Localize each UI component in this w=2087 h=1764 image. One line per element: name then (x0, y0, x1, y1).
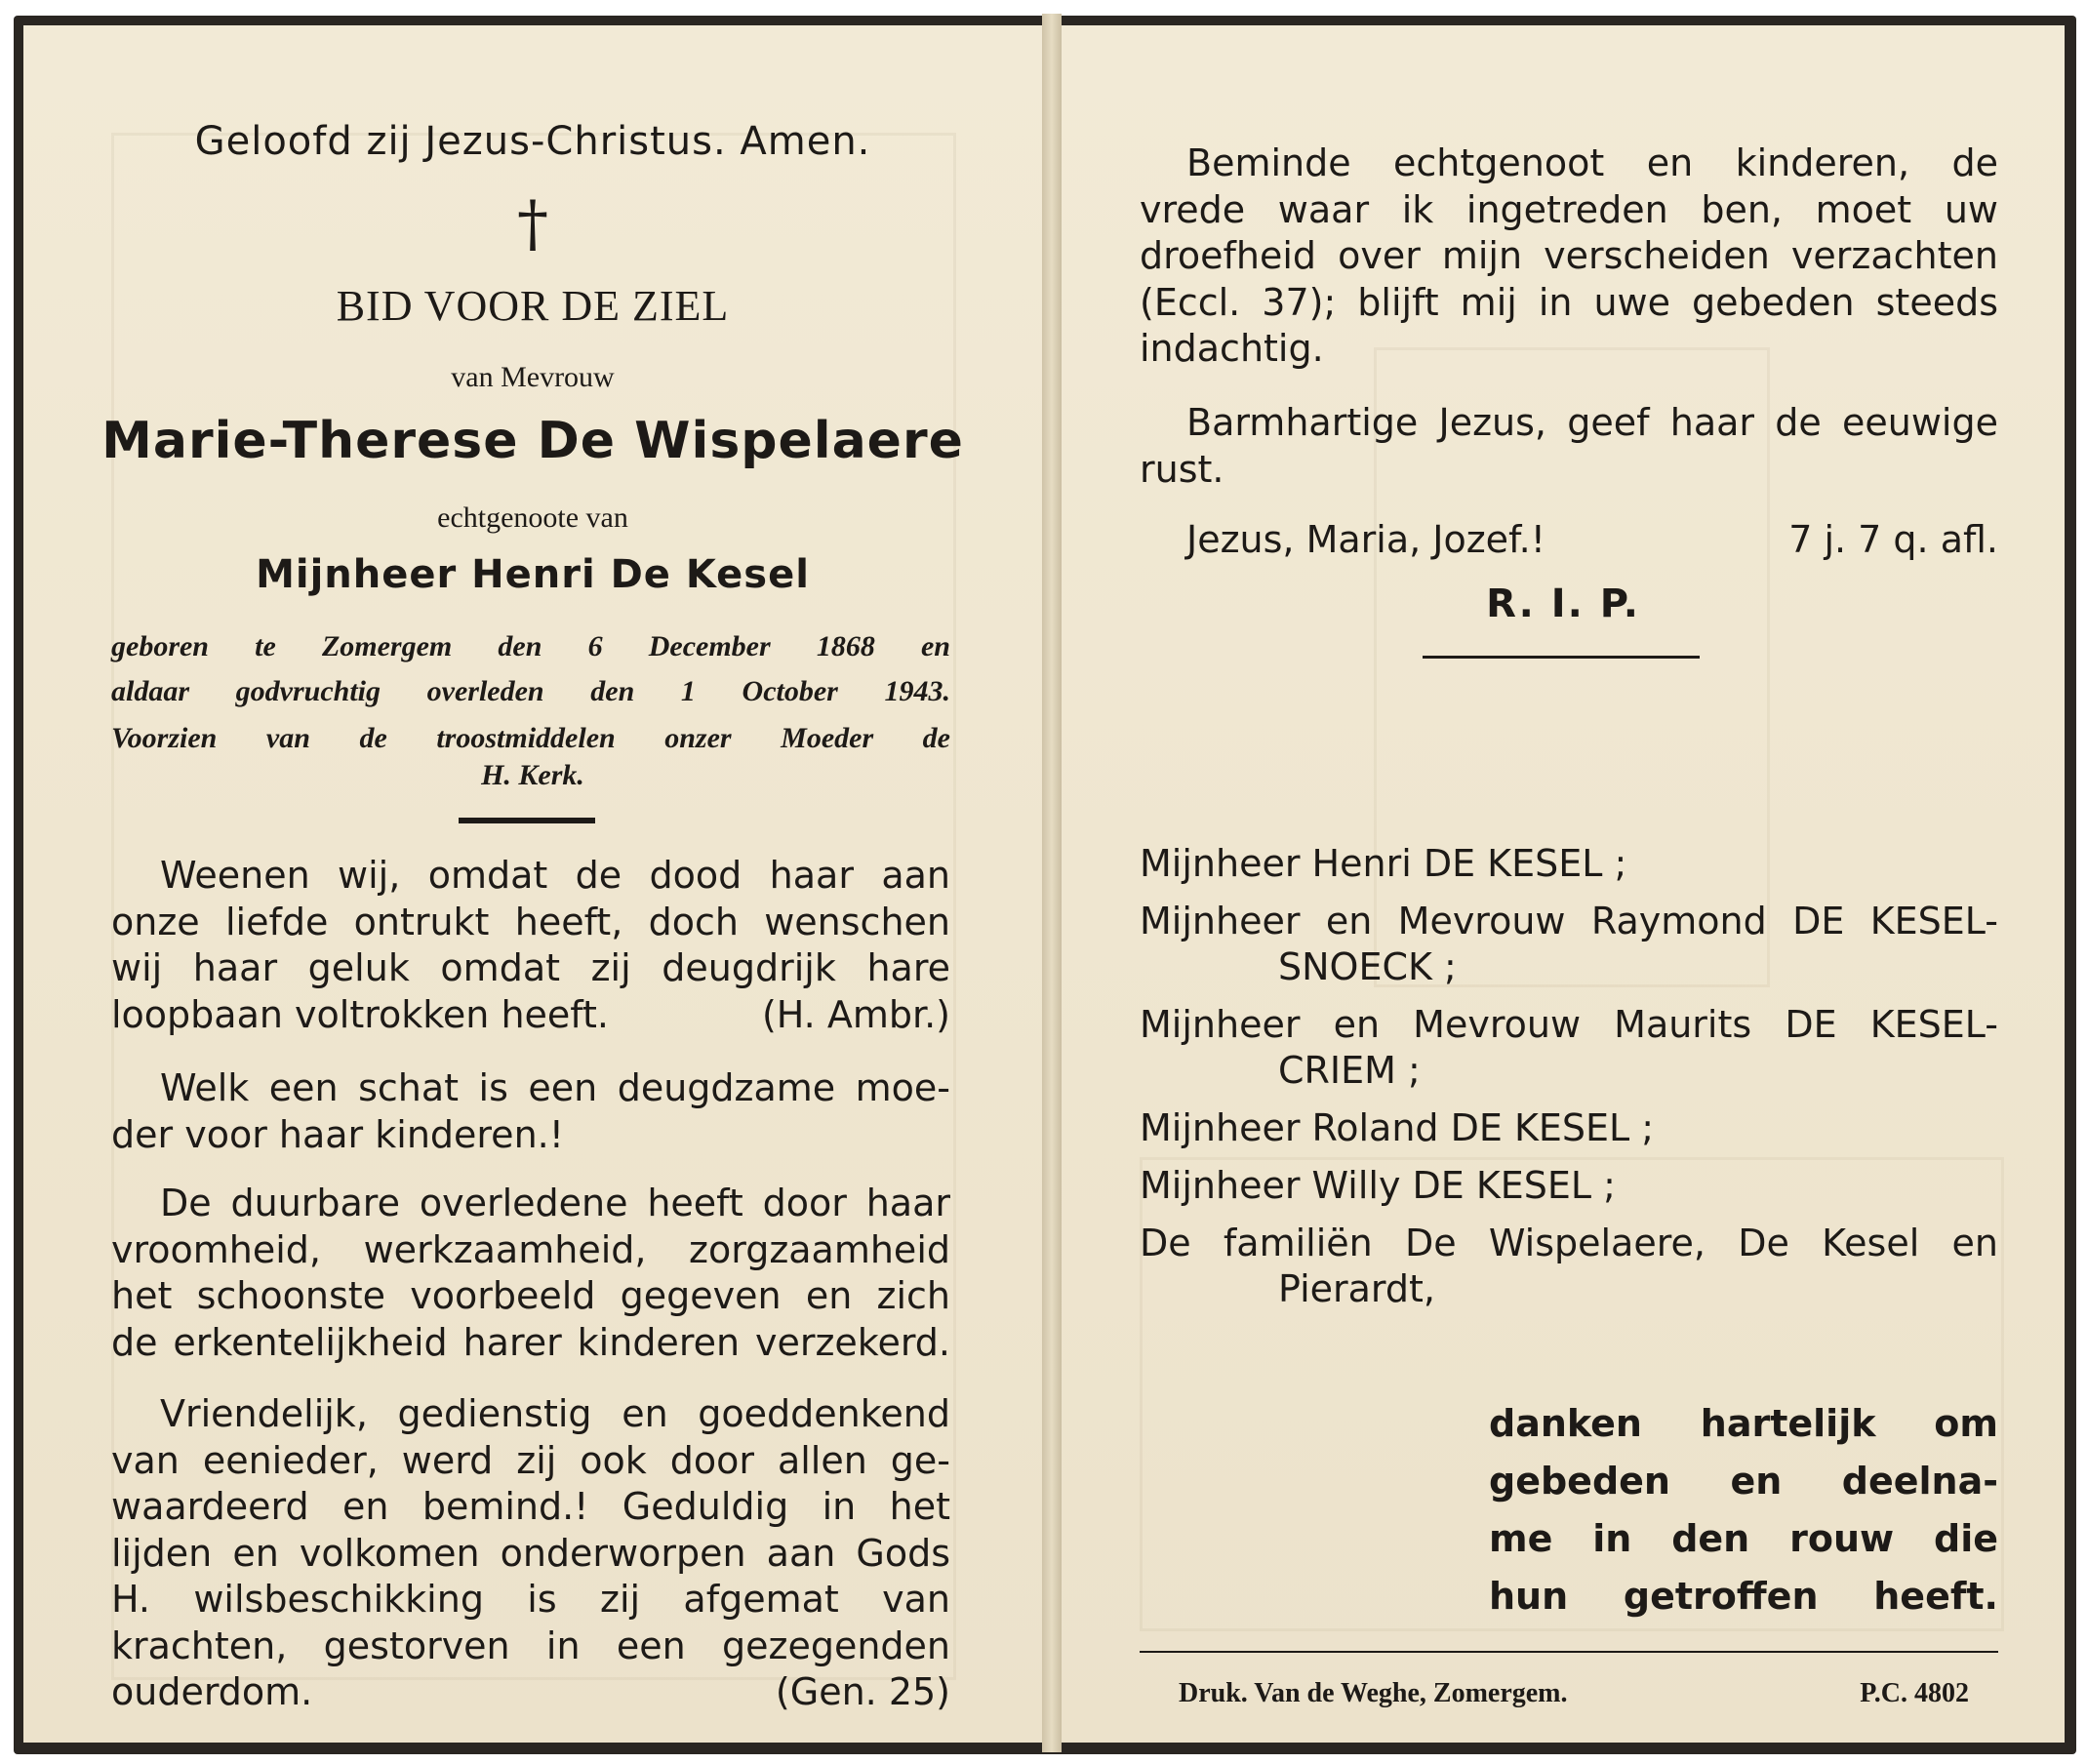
text-line: Barmhartige Jezus, geef haar de eeuwige (1186, 401, 1998, 444)
right-page (1062, 25, 2065, 1743)
paragraph (111, 853, 950, 1038)
invocation: Jezus, Maria, Jozef.! (1186, 518, 1545, 561)
paragraph (1140, 140, 1998, 373)
footer-rule (1140, 1651, 1998, 1653)
text-line: Vriendelijk, gedienstig en goeddenkend (160, 1392, 950, 1435)
family-entry (1140, 899, 1998, 990)
family-line: Pierardt, (1278, 1267, 1435, 1310)
family-entry (1140, 1002, 1998, 1094)
divider (1423, 656, 1700, 659)
text-line: vroomheid, werkzaamheid, zorgzaamheid (111, 1227, 950, 1271)
text-line: waardeerd en bemind.! Geduldig in het (111, 1485, 950, 1528)
bio-line: Voorzien van de troostmiddelen onzer Moeder de (111, 722, 950, 754)
bio-line: aldaar godvruchtig overleden den 1 October 1943. (111, 675, 950, 707)
text-line: vrede waar ik ingetreden ben, moet uw (1140, 187, 1998, 231)
greeting: Geloofd zij Jezus-Christus. Amen. (194, 119, 871, 164)
family-line: Mijnheer en Mevrouw Raymond DE KESEL- (1140, 900, 1998, 942)
printer-line (1140, 1678, 1998, 1709)
text-line: De duurbare overledene heeft door haar (160, 1182, 950, 1224)
divider (459, 818, 595, 823)
thanks-line: hun getroffen heeft. (1489, 1575, 1998, 1618)
deceased-name: Marie-Therese De Wispelaere (101, 412, 964, 470)
printer-code: P.C. 4802 (1860, 1678, 1969, 1708)
family-line: CRIEM ; (1278, 1049, 1421, 1092)
printer-name: Druk. Van de Weghe, Zomergem. (1179, 1678, 1568, 1708)
text-line: de erkentelijkheid harer kinderen verzekerd. (111, 1320, 950, 1364)
title-prefix: van Mevrouw (451, 361, 615, 393)
family-line: De familiën De Wispelaere, De Kesel en (1140, 1222, 1998, 1264)
page-heading: BID VOOR DE ZIEL (336, 282, 730, 330)
text-line: droefheid over mijn verscheiden verzachten (1140, 234, 1998, 277)
text-line: wij haar geluk omdat zij deugdrijk hare (111, 946, 950, 989)
text-line: het schoonste voorbeeld gegeven en zich (111, 1274, 950, 1317)
citation: (H. Ambr.) (761, 992, 950, 1036)
text-line: rust. (1140, 447, 1224, 491)
husband-name: Mijnheer Henri De Kesel (256, 552, 810, 597)
text-line: Beminde echtgenoot en kinderen, de (1186, 141, 1998, 184)
family-line: SNOECK ; (1278, 945, 1457, 988)
text-line: (Eccl. 37); blijft mij in uwe gebeden steeds (1140, 280, 1998, 324)
family-entry (1140, 841, 1998, 887)
text-line: indachtig. (1140, 327, 1324, 370)
family-entry (1140, 1221, 1998, 1312)
rip: R. I. P. (1486, 581, 1640, 626)
indulgence: 7 j. 7 q. afl. (1788, 518, 1998, 561)
family-line: Mijnheer Roland DE KESEL ; (1140, 1106, 1655, 1149)
thanks-block (1489, 1395, 1998, 1625)
cross-icon: † (517, 188, 548, 261)
text-line: ouderdom. (111, 1670, 313, 1713)
text-line: Weenen wij, omdat de dood haar aan (160, 854, 950, 897)
thanks-line: danken hartelijk om (1489, 1402, 1998, 1445)
left-page (23, 25, 1042, 1743)
paragraph (1140, 400, 1998, 493)
text-line: onze liefde ontrukt heeft, doch wenschen (111, 900, 950, 943)
text-line: der voor haar kinderen.! (111, 1112, 564, 1156)
paragraph (111, 1391, 950, 1716)
family-entry (1140, 1163, 1998, 1209)
family-line: Mijnheer en Mevrouw Maurits DE KESEL- (1140, 1003, 1998, 1046)
paragraph (111, 1181, 950, 1366)
bio-line: geboren te Zomergem den 6 December 1868 en (111, 630, 950, 662)
invocation-row (1140, 517, 1998, 564)
family-entry (1140, 1105, 1998, 1151)
text-line: Welk een schat is een deugdzame moe- (160, 1066, 950, 1109)
text-line: H. wilsbeschikking is zij afgemat van (111, 1578, 950, 1621)
text-line: van eenieder, werd zij ook door allen ge- (111, 1438, 950, 1482)
family-line: Mijnheer Willy DE KESEL ; (1140, 1164, 1616, 1207)
text-line: krachten, gestorven in een gezegenden (111, 1624, 950, 1667)
bio-line: H. Kerk. (481, 759, 584, 791)
thanks-line: gebeden en deelna- (1489, 1460, 1998, 1503)
paragraph (111, 1065, 950, 1158)
thanks-line: me in den rouw die (1489, 1517, 1998, 1560)
citation: (Gen. 25) (775, 1670, 950, 1713)
text-line: loopbaan voltrokken heeft. (111, 992, 609, 1036)
card-fold (1042, 14, 1062, 1752)
spouse-intro: echtgenoote van (437, 501, 628, 534)
family-line: Mijnheer Henri DE KESEL ; (1140, 842, 1627, 885)
family-list (1140, 841, 1998, 1312)
text-line: lijden en volkomen onderworpen aan Gods (111, 1531, 950, 1575)
